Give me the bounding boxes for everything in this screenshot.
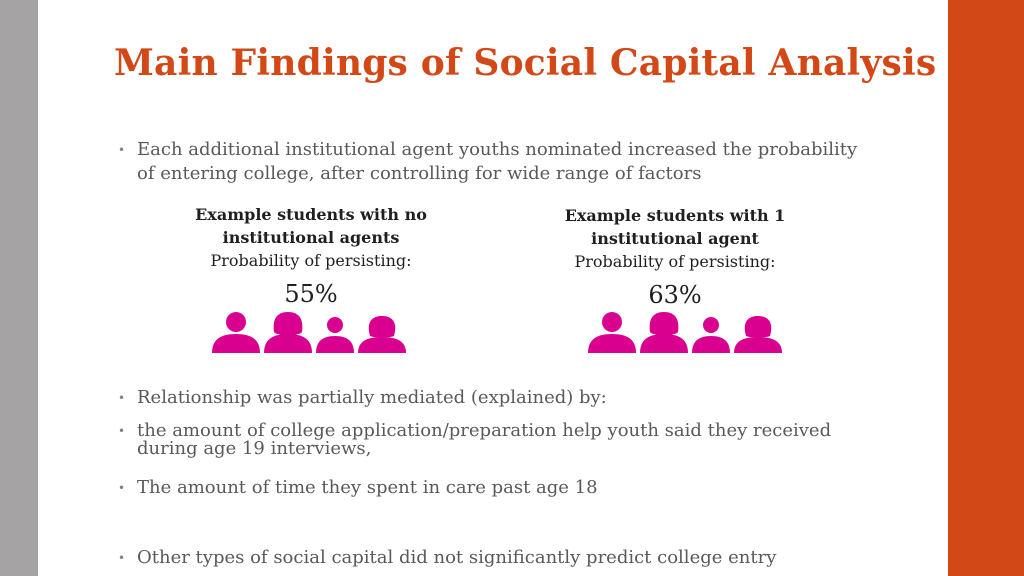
boy-icon [316, 317, 354, 353]
left-accent-bar [0, 0, 38, 576]
man-icon [588, 312, 636, 353]
woman-icon [640, 312, 688, 353]
bullet-text: Relationship was partially mediated (explained) by: [137, 387, 607, 408]
bullet-item [118, 386, 878, 410]
bullet-marker: • [118, 481, 126, 495]
people-group-icon [584, 310, 786, 354]
bullet-item [118, 138, 878, 186]
example-heading: Example students with no institutional agents [195, 205, 427, 247]
example-heading: Example students with 1 institutional agent [564, 206, 786, 248]
bullet-text: Other types of social capital did not significantly predict college entry [137, 547, 777, 568]
bullet-marker: • [118, 143, 126, 157]
right-accent-bar [948, 0, 1024, 576]
girl-icon [734, 316, 782, 353]
girl-icon [358, 316, 406, 353]
example-subheading: Probability of persisting: [210, 251, 412, 270]
bullet-marker: • [118, 424, 126, 438]
people-group-icon [208, 310, 410, 354]
example-no-agents [166, 203, 456, 310]
example-percent: 63% [648, 281, 702, 309]
bullet-item [118, 422, 878, 458]
bullet-text: the amount of college application/preparation help youth said they received during age 19 interviews, [137, 420, 832, 459]
man-icon [212, 312, 260, 353]
slide-title: Main Findings of Social Capital Analysis [114, 42, 937, 84]
bullet-item [118, 546, 878, 570]
example-percent: 55% [284, 280, 338, 308]
bullet-marker: • [118, 391, 126, 405]
example-one-agent [530, 204, 820, 311]
bullet-text: The amount of time they spent in care past age 18 [137, 477, 598, 498]
example-subheading: Probability of persisting: [574, 252, 776, 271]
boy-icon [692, 317, 730, 353]
woman-icon [264, 312, 312, 353]
bullet-item [118, 476, 878, 500]
bullet-text: Each additional institutional agent youths nominated increased the probability of entering college, after controlling for wide range of factors [137, 139, 858, 184]
bullet-marker: • [118, 551, 126, 565]
